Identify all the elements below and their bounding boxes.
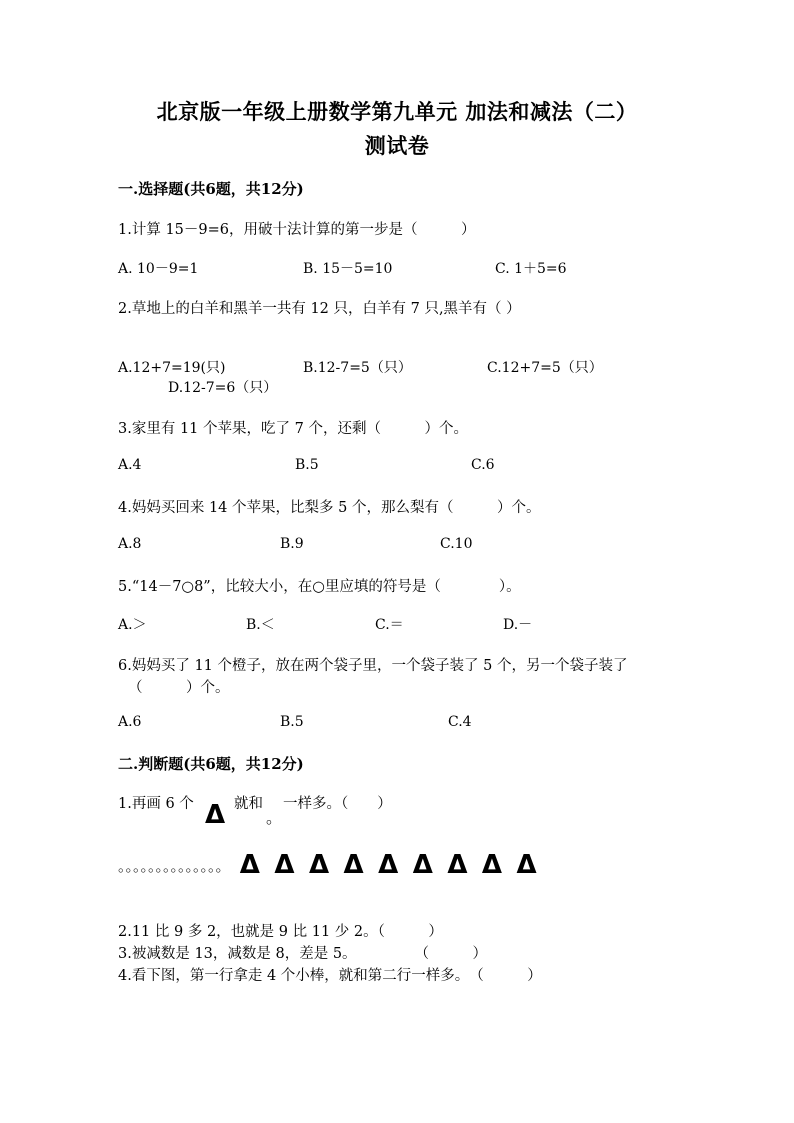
judge-q1-suffix: 一样多。（ ） [283,796,392,812]
q3-option-b: B.5 [295,457,319,473]
strip-triangle-icon: Δ [343,850,364,880]
q3-option-c: C.6 [471,457,495,473]
q6-option-b: B.5 [280,714,304,730]
strip-triangle-icon: Δ [378,850,399,880]
q2-option-b: B.12-7=5（只） [303,360,412,376]
strip-triangle-icon: Δ [516,850,537,880]
q4-option-a: A.8 [118,536,142,552]
section-1-heading: 一.选择题(共6题，共12分) [118,180,304,198]
question-3: 3.家里有 11 个苹果，吃了 7 个，还剩（ ）个。 [118,421,468,437]
q5-option-c: C.＝ [375,617,404,633]
strip-triangle-icon: Δ [447,850,468,880]
question-6-line-2: （ ）个。 [128,680,230,696]
question-4: 4.妈妈买回来 14 个苹果，比梨多 5 个，那么梨有（ ）个。 [118,500,541,516]
q5-option-b: B.＜ [246,617,275,633]
question-2: 2.草地上的白羊和黑羊一共有 12 只，白羊有 7 只,黑羊有（ ） [118,301,521,317]
page-title: 北京版一年级上册数学第九单元 加法和减法（二） [156,99,638,124]
q2-option-a: A.12+7=19(只) [118,360,226,376]
question-5: 5.“14－7○8”，比较大小，在○里应填的符号是（ ）。 [118,579,521,595]
judge-q4: 4.看下图，第一行拿走 4 个小棒，就和第二行一样多。 （ ） [118,968,542,984]
strip-triangle-icon: Δ [308,850,330,880]
q1-option-b: B. 15－5=10 [303,261,393,277]
strip-triangle-icon: Δ [481,850,503,880]
question-6-line-1: 6.妈妈买了 11 个橙子，放在两个袋子里，一个袋子装了 5 个，另一个袋子装了 [118,658,628,674]
judge-q2: 2.11 比 9 多 2，也就是 9 比 11 少 2。（ ） [118,924,443,940]
circles-row: 。。。。。。。。。。。。。。 [118,857,231,875]
q6-option-c: C.4 [448,714,472,730]
q4-option-b: B.9 [280,536,304,552]
q4-option-c: C.10 [440,536,473,552]
question-1: 1.计算 15－9=6，用破十法计算的第一步是（ ） [118,222,476,238]
section-2-heading: 二.判断题(共6题，共12分) [118,755,304,773]
judge-q3: 3.被减数是 13，减数是 8，差是 5。 （ ） [118,946,488,962]
q2-option-d: D.12-7=6（只） [168,380,278,396]
triangle-icon: Δ [205,800,226,830]
strip-triangle-icon: Δ [412,850,433,880]
page-subtitle: 测试卷 [364,133,430,158]
q3-option-a: A.4 [118,457,142,473]
strip-triangle-icon: Δ [239,850,260,880]
q1-option-c: C. 1＋5=6 [495,261,567,277]
judge-q1-middle: 就和 [234,796,263,812]
figure-strip [118,848,544,878]
q2-option-c: C.12+7=5（只） [487,360,603,376]
q5-option-a: A.＞ [118,617,147,633]
strip-triangle-icon: Δ [274,850,295,880]
judge-q1-prefix: 1.再画 6 个 [118,796,194,812]
circle-icon: 。 [266,808,283,827]
q1-option-a: A. 10－9=1 [118,261,199,277]
q5-option-d: D.－ [503,617,533,633]
q6-option-a: A.6 [118,714,142,730]
